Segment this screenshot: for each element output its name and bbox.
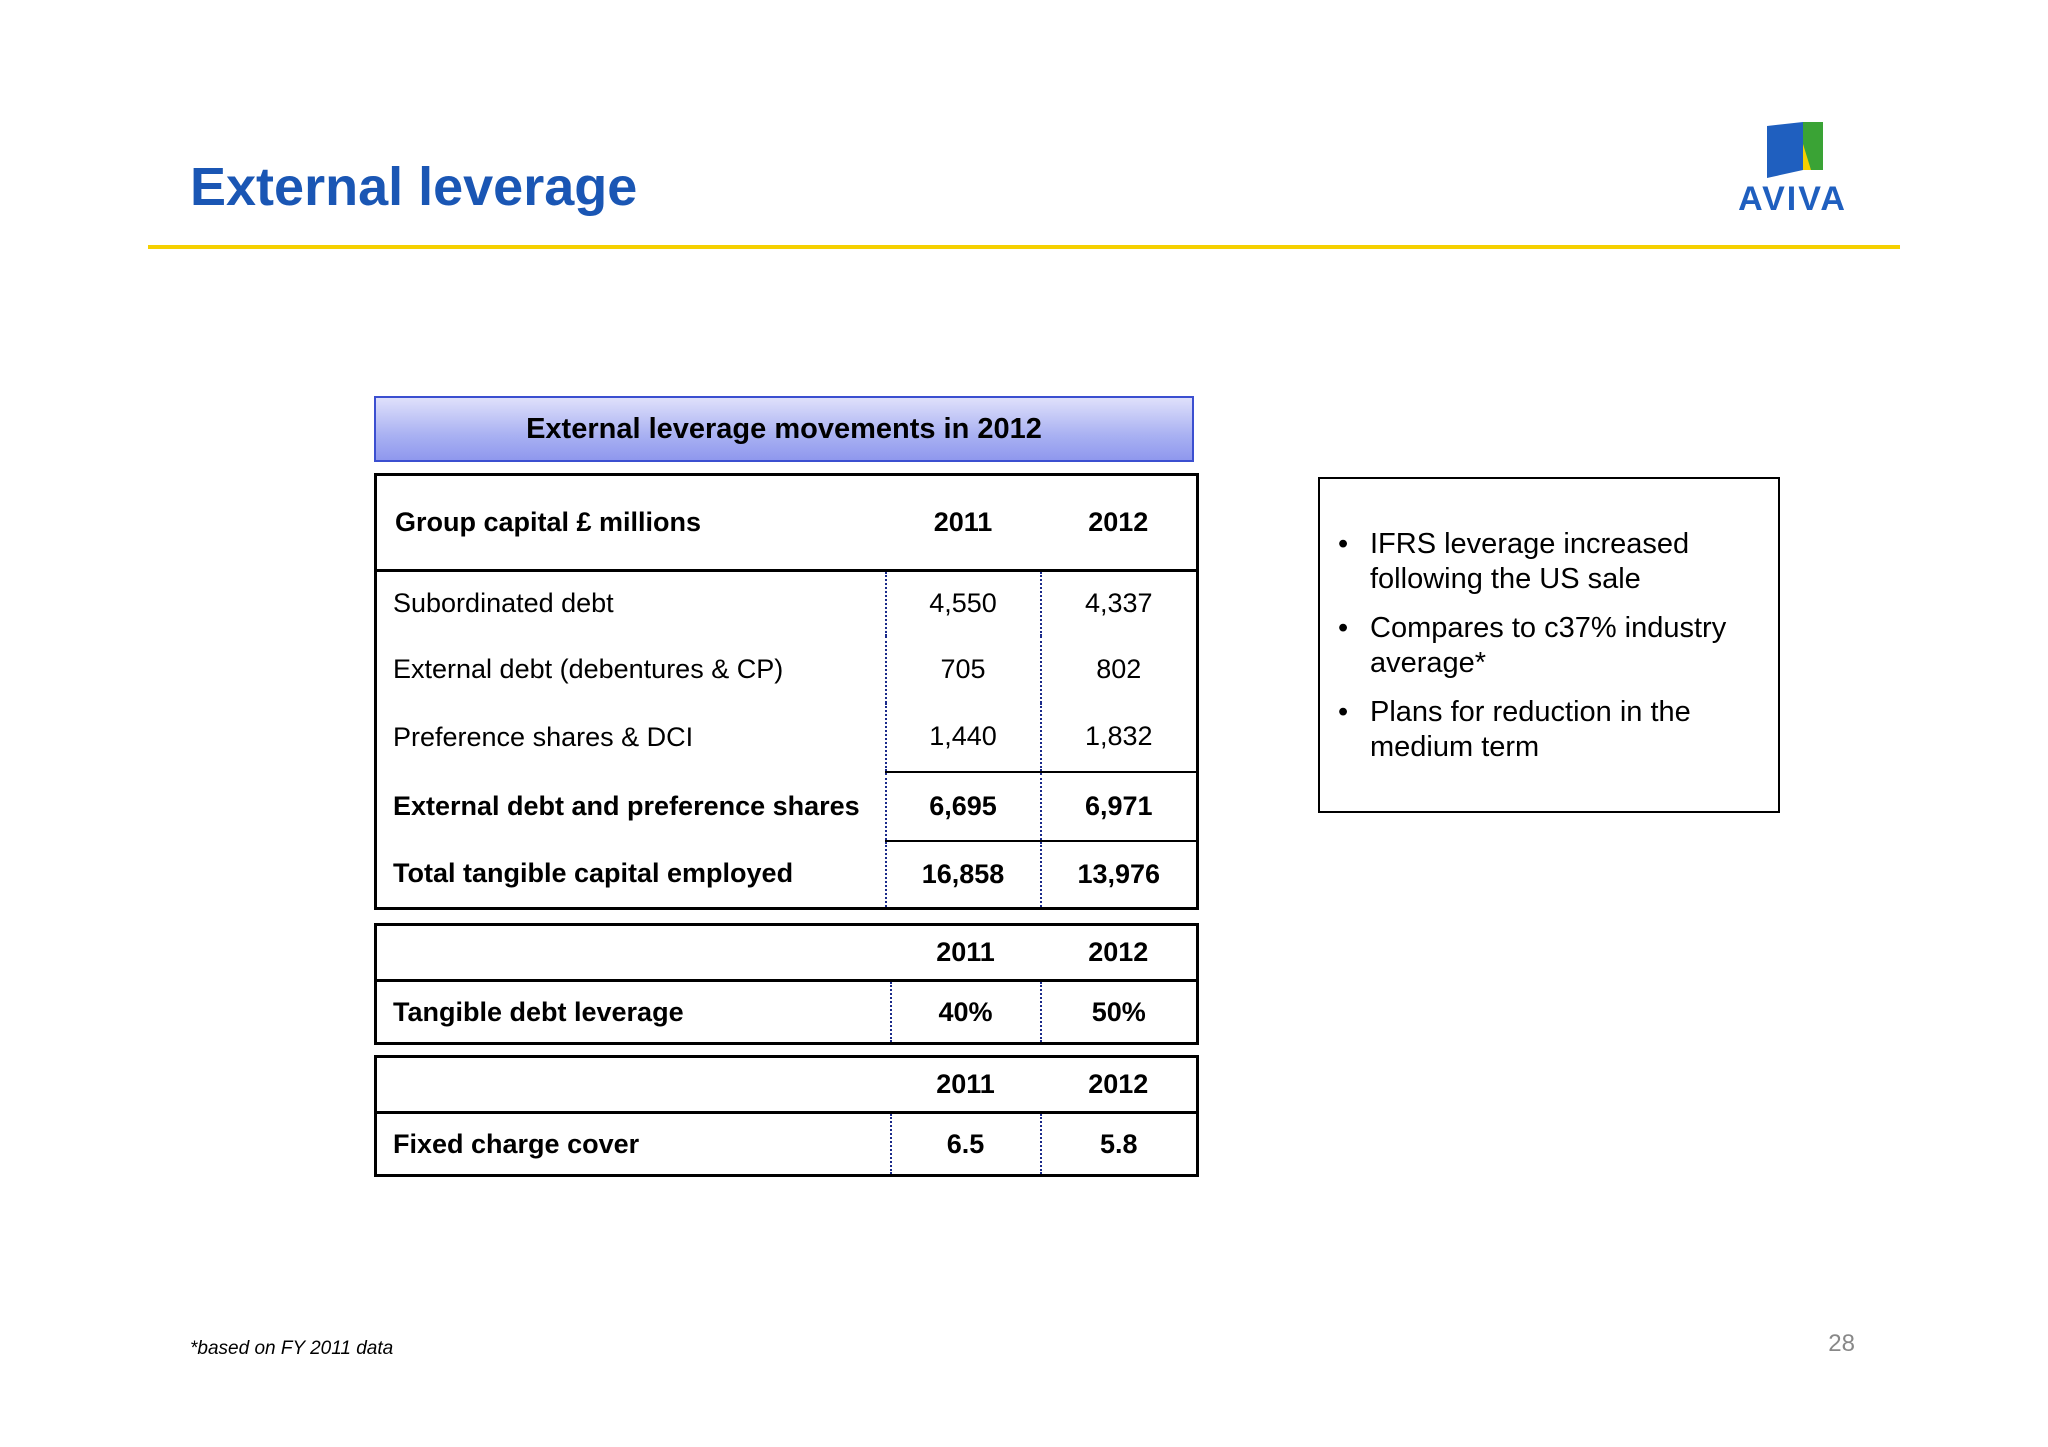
table-row [376,772,1198,841]
title-divider [148,245,1900,249]
column-header-2011: 2011 [886,475,1041,571]
value-2012: 4,337 [1041,571,1198,636]
tangible-debt-leverage-table [374,923,1199,1045]
page-number: 28 [1828,1330,1855,1357]
value-2012: 13,976 [1041,841,1198,909]
table-row [376,703,1198,772]
value-2011: 40% [891,981,1041,1044]
column-header-2011: 2011 [891,925,1041,981]
footnote: *based on FY 2011 data [190,1338,394,1359]
value-2012: 1,832 [1041,703,1198,772]
value-2012: 50% [1041,981,1198,1044]
row-label: Tangible debt leverage [393,996,684,1027]
value-2011: 16,858 [886,841,1041,909]
table-row [376,981,1198,1044]
table-header-row [376,925,1198,981]
notes-box [1318,477,1780,813]
table-row [376,841,1198,909]
table-row [376,636,1198,703]
group-capital-table [374,473,1199,910]
page-title: External leverage [190,157,638,217]
value-2011: 6,695 [886,772,1041,841]
table-row [376,571,1198,636]
table-panel-header: External leverage movements in 2012 [374,396,1194,462]
value-2011: 1,440 [886,703,1041,772]
value-2012: 802 [1041,636,1198,703]
value-2011: 6.5 [891,1113,1041,1176]
list-item: • Compares to c37% industry average* [1338,611,1758,681]
aviva-flag-icon [1767,122,1823,178]
column-header-2012: 2012 [1041,925,1198,981]
table-header-row [376,1057,1198,1113]
value-2011: 4,550 [886,571,1041,636]
notes-list [1338,527,1758,765]
aviva-logo [1725,120,1860,220]
column-header-label: Group capital £ millions [376,475,886,571]
row-label: External debt (debentures & CP) [393,653,784,684]
table-row [376,1113,1198,1176]
list-item: • Plans for reduction in the medium term [1338,695,1758,765]
column-header-2012: 2012 [1041,475,1198,571]
column-header-2011: 2011 [891,1057,1041,1113]
value-2011: 705 [886,636,1041,703]
row-label: Fixed charge cover [393,1128,640,1159]
column-header-2012: 2012 [1041,1057,1198,1113]
fixed-charge-cover-table [374,1055,1199,1177]
row-label: External debt and preference shares [393,790,860,821]
row-label: Subordinated debt [393,588,614,619]
row-label: Preference shares & DCI [393,721,694,752]
list-item: • IFRS leverage increased following the US sale [1338,527,1758,597]
value-2012: 5.8 [1041,1113,1198,1176]
value-2012: 6,971 [1041,772,1198,841]
table-header-row [376,475,1198,571]
row-label: Total tangible capital employed [393,858,794,889]
logo-text: AVIVA [1738,180,1847,218]
